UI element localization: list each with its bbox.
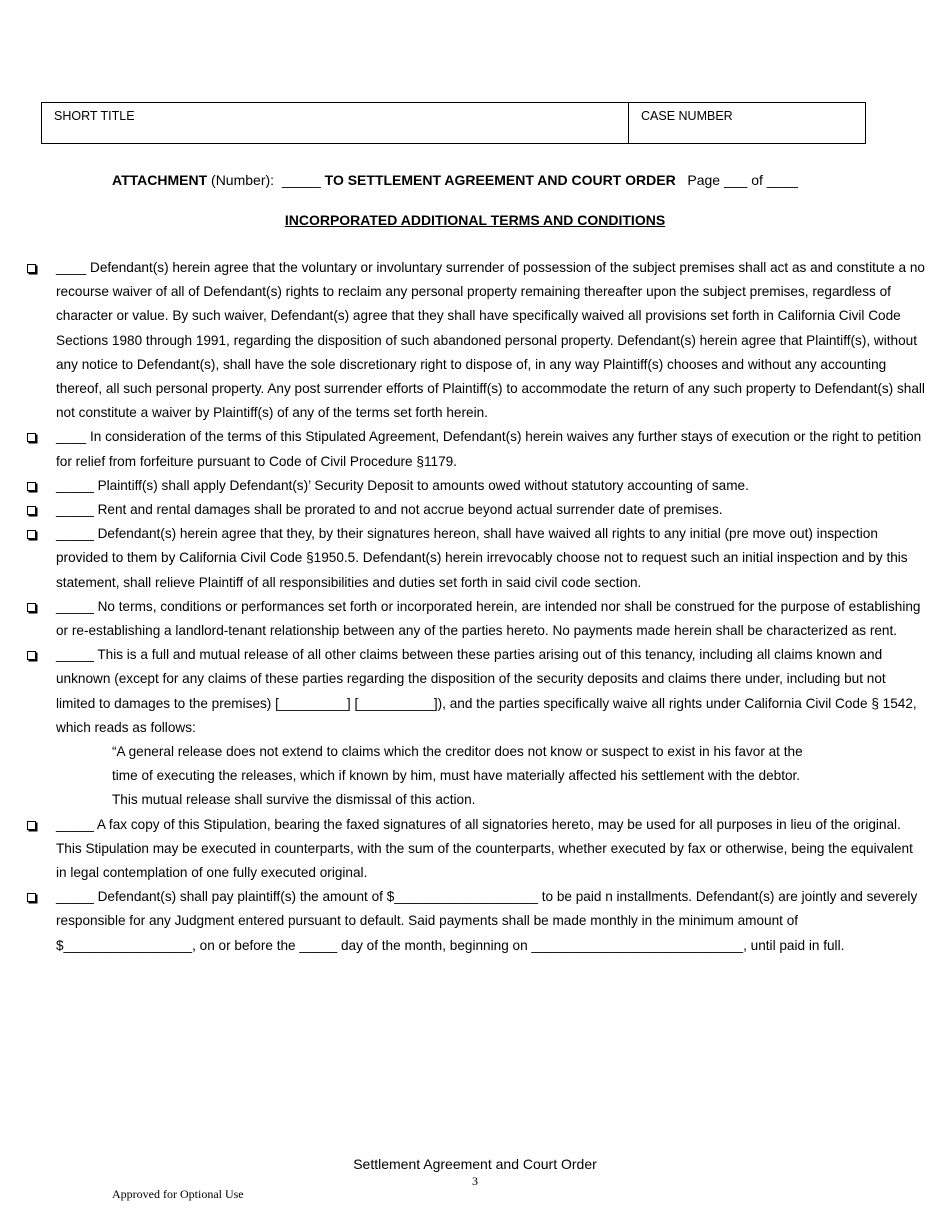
term-item [27,643,927,812]
checkbox-icon[interactable] [27,482,36,491]
terms-list [27,256,927,958]
civil-code-quote [56,740,927,813]
page-number: 3 [472,1174,478,1188]
checkbox-icon[interactable] [27,603,36,612]
term-item [27,474,927,498]
attachment-title: TO SETTLEMENT AGREEMENT AND COURT ORDER [324,172,676,188]
term-text: _____ Plaintiff(s) shall apply Defendant(s)’ Security Deposit to amounts owed without statutory accounting of same. [56,477,749,493]
footer-title: Settlement Agreement and Court Order [353,1156,597,1172]
term-text: _____ This is a full and mutual release of all other claims between these parties arising out of this tenancy, including all claims known and unknown (except for any claims of these parties regarding the disposition of the security deposits and claims there under, including but not limited to damages to the premises) [_________] [__________]), and the parties specifically waive all rights under California Civil Code § 1542, which reads as follows: [56,647,917,735]
short-title-field [42,103,629,143]
term-text: _____ A fax copy of this Stipulation, bearing the faxed signatures of all signatories hereto, may be used for all purposes in lieu of the original. This Stipulation may be executed in counterparts, with the sum of the counterparts, whether executed by fax or otherwise, being the equivalent in legal contemplation of one fully executed original. [56,816,913,881]
quote-line: This mutual release shall survive the dismissal of this action. [112,792,476,808]
approved-note: Approved for Optional Use [112,1187,244,1201]
checkbox-icon[interactable] [27,651,36,660]
checkbox-icon[interactable] [27,893,36,902]
term-text: _____ No terms, conditions or performances set forth or incorporated herein, are intended nor shall be construed for the purpose of establishing or re-establishing a landlord-tenant relationship between any of the parties hereto. No payments made herein shall be characterized as rent. [56,598,921,639]
term-text: _____ Defendant(s) herein agree that they, by their signatures hereon, shall have waived all rights to any initial (pre move out) inspection provided to them by California Civil Code §1950.5. Defendant(s) herein irrevocably choose not to request such an initial inspection and by this statement, shall relieve Plaintiff of all responsibilities and duties set forth in said civil code section. [56,526,908,590]
term-item [27,885,927,958]
term-text: _____ Rent and rental damages shall be prorated to and not accrue beyond actual surrender date of premises. [56,502,723,518]
term-text: _____ Defendant(s) shall pay plaintiff(s) the amount of $___________________ to be paid n installments. Defendant(s) are jointly and severely responsible for any Judgment entered pursuant to default. Said payments shall be made monthly in the minimum amount of $_________________, on or before the _____ day of the month, beginning on ____________________________, until paid in full. [56,889,918,953]
quote-line: time of executing the releases, which if known by him, must have materially affected his settlement with the debtor. [112,768,801,784]
quote-line: “A general release does not extend to claims which the creditor does not know or suspect to exist in his favor at the [112,744,803,760]
term-item [27,425,927,473]
case-number-field [629,103,865,143]
checkbox-icon[interactable] [27,506,36,515]
attachment-label: ATTACHMENT [112,172,208,188]
term-item [27,813,927,886]
attachment-number: (Number): _____ [207,172,325,188]
checkbox-icon[interactable] [27,264,36,273]
section-title: INCORPORATED ADDITIONAL TERMS AND CONDITIONS [284,212,666,228]
term-item [27,256,927,425]
short-title-label: SHORT TITLE [54,109,135,123]
caption-box [41,102,866,144]
term-item [27,498,927,522]
term-text: ____ In consideration of the terms of this Stipulated Agreement, Defendant(s) herein waives any further stays of execution or the right to petition for relief from forfeiture pursuant to Code of Civil Procedure §1179. [56,429,922,469]
checkbox-icon[interactable] [27,530,36,539]
checkbox-icon[interactable] [27,821,36,830]
attachment-page: Page ___ of ____ [675,172,798,188]
attachment-line [112,172,798,188]
term-item [27,595,927,643]
checkbox-icon[interactable] [27,433,36,442]
case-number-label: CASE NUMBER [641,109,733,123]
term-item [27,522,927,595]
term-text: ____ Defendant(s) herein agree that the voluntary or involuntary surrender of possession of the subject premises shall act as and constitute a no recourse waiver of all of Defendant(s) rights to reclaim any personal property remaining thereafter upon the subject premises, regardless of character or value. By such waiver, Defendant(s) agree that they shall have specifically waived all provisions set forth in California Civil Code Sections 1980 through 1991, regarding the disposition of such abandoned personal property. Defendant(s) herein agree that Plaintiff(s), without any notice to Defendant(s), shall have the sole discretionary right to dispose of, in any way Plaintiff(s) chooses and without any accounting thereof, all such personal property. Any post surrender efforts of Plaintiff(s) to accommodate the return of any such property to Defendant(s) shall not constitute a waiver by Plaintiff(s) of any of the terms set forth herein. [56,260,925,421]
